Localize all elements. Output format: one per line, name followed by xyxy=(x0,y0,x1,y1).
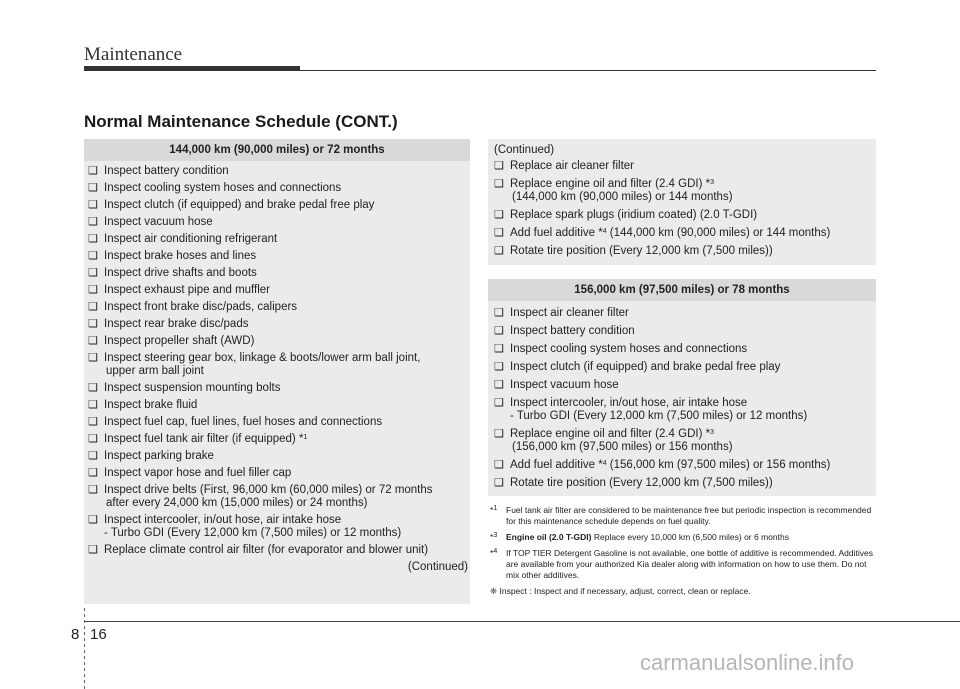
checklist-item xyxy=(488,343,876,356)
checkbox-icon: ❑ xyxy=(88,165,98,177)
checkbox-icon: ❑ xyxy=(494,428,504,440)
checklist-item xyxy=(488,325,876,338)
item-text: Inspect clutch (if equipped) and brake pedal free play xyxy=(510,361,781,373)
item-text: Inspect air cleaner filter xyxy=(510,307,629,319)
checklist-item xyxy=(488,209,876,222)
item-text: Inspect steering gear box, linkage & boots/lower arm ball joint, xyxy=(104,352,421,364)
item-text: Inspect battery condition xyxy=(510,325,635,337)
item-text: Inspect drive shafts and boots xyxy=(104,267,257,279)
footnote xyxy=(490,548,880,581)
checklist-item xyxy=(488,245,876,258)
chapter-number: 8 xyxy=(71,626,80,643)
item-text: Inspect propeller shaft (AWD) xyxy=(104,335,255,347)
item-text: Inspect air conditioning refrigerant xyxy=(104,233,278,245)
checkbox-icon: ❑ xyxy=(88,182,98,194)
item-text: Inspect fuel tank air filter (if equipped) * xyxy=(104,433,304,445)
checkbox-icon: ❑ xyxy=(88,352,98,364)
checklist-item xyxy=(488,428,876,454)
header-title: Maintenance xyxy=(84,44,183,65)
item-continuation: (144,000 km (90,000 miles) or 144 months) xyxy=(512,191,733,203)
checkbox-icon: ❑ xyxy=(494,307,504,319)
item-text: Replace engine oil and filter (2.4 GDI) * xyxy=(510,428,711,440)
checklist-item xyxy=(84,352,470,378)
item-text: Inspect parking brake xyxy=(104,450,214,462)
checkbox-icon: ❑ xyxy=(88,416,98,428)
schedule-items xyxy=(488,301,876,490)
page-number: 16 xyxy=(90,626,107,643)
footnote-ref: 4 xyxy=(602,228,607,235)
item-text: Inspect cooling system hoses and connections xyxy=(104,182,342,194)
checklist-item xyxy=(84,433,470,446)
schedule-box-continued xyxy=(488,139,876,265)
schedule-box-156000 xyxy=(488,279,876,496)
item-text: Inspect drive belts (First, 96,000 km (60,000 miles) or 72 months xyxy=(104,484,433,496)
header-bar xyxy=(84,66,300,71)
item-text-after: (156,000 km (97,500 miles) or 156 months) xyxy=(606,459,831,471)
checklist-item xyxy=(84,416,470,429)
footnote-bold: Engine oil (2.0 T-GDI) xyxy=(506,532,592,542)
item-text: Rotate tire position (Every 12,000 km (7,500 miles)) xyxy=(510,477,773,489)
checklist-item xyxy=(84,450,470,463)
checkbox-icon: ❑ xyxy=(88,284,98,296)
footnote-star: * xyxy=(490,548,494,558)
continued-label: (Continued) xyxy=(494,144,555,156)
checkbox-icon: ❑ xyxy=(494,227,504,239)
schedule-heading: 156,000 km (97,500 miles) or 78 months xyxy=(488,279,876,301)
inspect-note: ❈ Inspect : Inspect and if necessary, adjust, correct, clean or replace. xyxy=(490,586,751,596)
item-text: Replace engine oil and filter (2.4 GDI) * xyxy=(510,178,711,190)
item-text: Inspect intercooler, in/out hose, air intake hose xyxy=(104,514,342,526)
checkbox-icon: ❑ xyxy=(88,250,98,262)
checkbox-icon: ❑ xyxy=(494,379,504,391)
item-text: Inspect vacuum hose xyxy=(104,216,213,228)
item-text: Inspect vacuum hose xyxy=(510,379,619,391)
item-text: Inspect clutch (if equipped) and brake pedal free play xyxy=(104,199,375,211)
checklist-item xyxy=(488,307,876,320)
continued-label: (Continued) xyxy=(407,561,468,573)
checklist-item xyxy=(84,250,470,263)
checkbox-icon: ❑ xyxy=(88,233,98,245)
checklist-item xyxy=(488,379,876,392)
schedule-heading: 144,000 km (90,000 miles) or 72 months xyxy=(84,139,470,161)
footnote-text: Replace every 10,000 km (6,500 miles) or 6 months xyxy=(591,532,789,542)
checkbox-icon: ❑ xyxy=(88,544,98,556)
item-text: Replace air cleaner filter xyxy=(510,160,635,172)
checkbox-icon: ❑ xyxy=(494,343,504,355)
checklist-item xyxy=(84,165,470,178)
checkbox-icon: ❑ xyxy=(494,361,504,373)
checklist-item xyxy=(488,178,876,204)
item-continuation: (156,000 km (97,500 miles) or 156 months) xyxy=(512,441,733,453)
checkbox-icon: ❑ xyxy=(494,325,504,337)
checklist-item xyxy=(84,284,470,297)
checklist-item xyxy=(488,160,876,173)
checklist-item xyxy=(84,182,470,195)
checkbox-icon: ❑ xyxy=(88,301,98,313)
section-title: Normal Maintenance Schedule (CONT.) xyxy=(84,112,398,131)
checklist-item xyxy=(84,382,470,395)
checkbox-icon: ❑ xyxy=(88,467,98,479)
footnote-star: * xyxy=(490,532,494,542)
footnote-mark xyxy=(490,532,497,543)
item-text: Inspect cooling system hoses and connections xyxy=(510,343,748,355)
item-text: Inspect battery condition xyxy=(104,165,229,177)
checkbox-icon: ❑ xyxy=(494,459,504,471)
footnote xyxy=(490,505,880,527)
checkbox-icon: ❑ xyxy=(88,450,98,462)
item-text: Rotate tire position (Every 12,000 km (7,500 miles)) xyxy=(510,245,773,257)
footnote-number: 1 xyxy=(493,505,498,512)
checklist-item xyxy=(84,301,470,314)
footnote-ref: 4 xyxy=(602,460,607,467)
checkbox-icon: ❑ xyxy=(88,382,98,394)
item-text: Inspect intercooler, in/out hose, air intake hose xyxy=(510,397,748,409)
item-continuation: - Turbo GDI (Every 12,000 km (7,500 miles) or 12 months) xyxy=(104,527,402,539)
footnote-star: * xyxy=(490,505,494,515)
footnote-text: Fuel tank air filter are considered to be maintenance free but periodic inspection is recommended for this maintenance schedule depends on fuel quality. xyxy=(506,505,872,526)
checkbox-icon: ❑ xyxy=(494,397,504,409)
item-text: Inspect brake hoses and lines xyxy=(104,250,257,262)
checkbox-icon: ❑ xyxy=(88,514,98,526)
checkbox-icon: ❑ xyxy=(88,433,98,445)
item-text: Inspect fuel cap, fuel lines, fuel hoses and connections xyxy=(104,416,383,428)
checklist-item xyxy=(84,544,470,557)
checklist-item xyxy=(84,467,470,480)
checklist-item xyxy=(84,267,470,280)
footnotes xyxy=(490,505,880,602)
item-continuation: - Turbo GDI (Every 12,000 km (7,500 miles) or 12 months) xyxy=(510,410,808,422)
checkbox-icon: ❑ xyxy=(494,245,504,257)
footnote xyxy=(490,532,880,543)
checkbox-icon: ❑ xyxy=(88,335,98,347)
item-text: Replace spark plugs (iridium coated) (2.0 T-GDI) xyxy=(510,209,758,221)
checklist-item xyxy=(84,233,470,246)
watermark: carmanualsonline.info xyxy=(640,650,855,675)
checkbox-icon: ❑ xyxy=(88,484,98,496)
checkbox-icon: ❑ xyxy=(494,477,504,489)
footnote-ref: 1 xyxy=(303,434,308,441)
checkbox-icon: ❑ xyxy=(494,209,504,221)
schedule-box-144000 xyxy=(84,139,470,604)
header-rule xyxy=(300,70,876,71)
checklist-item xyxy=(488,477,876,490)
checkbox-icon: ❑ xyxy=(494,178,504,190)
checklist-item xyxy=(84,216,470,229)
checklist-item xyxy=(488,397,876,423)
item-text: Inspect brake fluid xyxy=(104,399,198,411)
checkbox-icon: ❑ xyxy=(88,267,98,279)
item-text: Inspect rear brake disc/pads xyxy=(104,318,249,330)
item-text: Inspect suspension mounting bolts xyxy=(104,382,281,394)
footnote-ref: 3 xyxy=(710,429,714,436)
footer-rule xyxy=(84,621,960,622)
item-text: Inspect exhaust pipe and muffler xyxy=(104,284,271,296)
item-continuation: after every 24,000 km (15,000 miles) or 24 months) xyxy=(106,497,368,509)
checkbox-icon: ❑ xyxy=(88,399,98,411)
checkbox-icon: ❑ xyxy=(88,199,98,211)
checklist-item xyxy=(84,199,470,212)
footnote-number: 4 xyxy=(493,548,498,555)
item-continuation: upper arm ball joint xyxy=(106,365,204,377)
item-text-after: (144,000 km (90,000 miles) or 144 months) xyxy=(606,227,831,239)
checklist-item xyxy=(84,484,470,510)
footnote-mark xyxy=(490,548,497,559)
checklist-item xyxy=(488,459,876,472)
footnote-number: 3 xyxy=(493,532,498,539)
checklist-item xyxy=(488,227,876,240)
checklist-item xyxy=(84,399,470,412)
footnote-ref: 3 xyxy=(710,179,714,186)
item-text: Replace climate control air filter (for evaporator and blower unit) xyxy=(104,544,429,556)
checklist-item xyxy=(84,318,470,331)
checkbox-icon: ❑ xyxy=(88,216,98,228)
schedule-items xyxy=(488,160,876,258)
checkbox-icon: ❑ xyxy=(494,160,504,172)
item-text: Inspect vapor hose and fuel filler cap xyxy=(104,467,292,479)
item-text: Inspect front brake disc/pads, calipers xyxy=(104,301,298,313)
schedule-items xyxy=(84,161,470,557)
checkbox-icon: ❑ xyxy=(88,318,98,330)
item-text: Add fuel additive * xyxy=(510,227,603,239)
footnote-text: If TOP TIER Detergent Gasoline is not available, one bottle of additive is recommended. Additives are available from your authorized Kia dealer along with information on how to use them. Do not mix other additives. xyxy=(506,548,873,580)
checklist-item xyxy=(84,514,470,540)
item-text: Add fuel additive * xyxy=(510,459,603,471)
footnote-mark xyxy=(490,505,497,516)
checklist-item xyxy=(488,361,876,374)
checklist-item xyxy=(84,335,470,348)
